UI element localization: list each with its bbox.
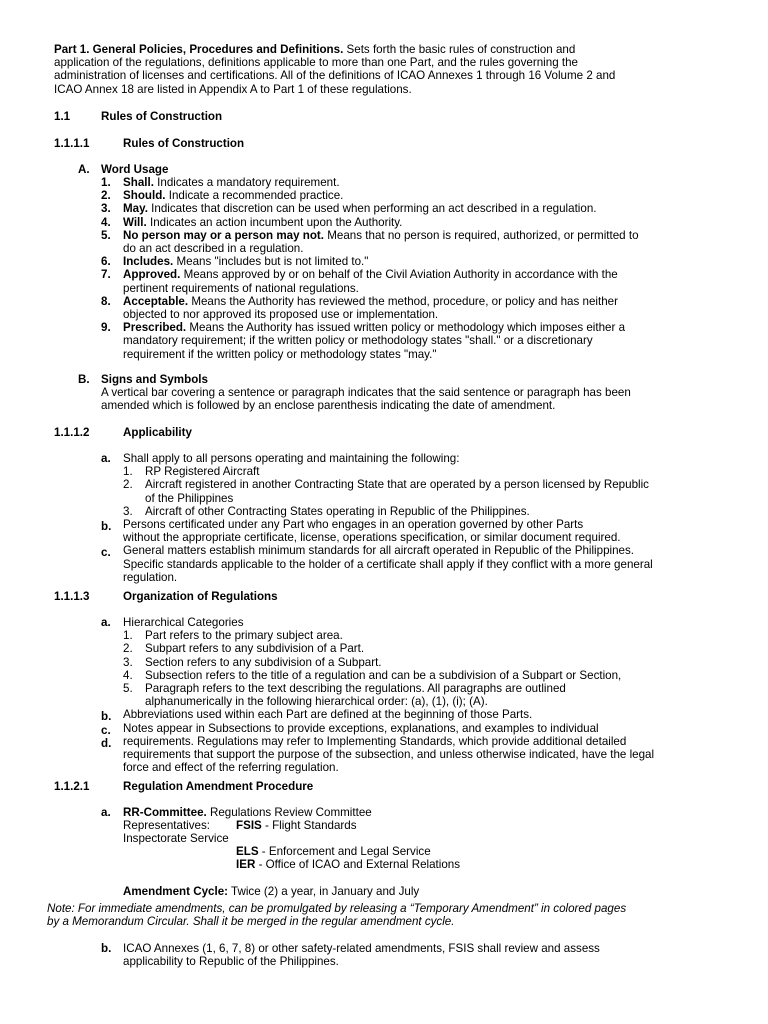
ier-line: IER - Office of ICAO and External Relations xyxy=(236,858,461,871)
amendment-b-mark: b. xyxy=(101,942,112,955)
organization-item-5: Paragraph refers to the text describing the regulations. All paragraphs are outlined xyxy=(145,682,566,696)
section-title-applicability: Applicability xyxy=(123,426,192,439)
section-number-1-1-2-1: 1.1.2.1 xyxy=(54,780,90,793)
word-item-8: 8. Acceptable. Means the Authority has reviewed the method, procedure, or policy and has neither objected to nor approved its proposed use or implementation. xyxy=(101,294,618,322)
word-item-7: 7. Approved. Means approved by or on behalf of the Civil Aviation Authority in accordance with the pertinent requirements of national regulations. xyxy=(101,268,618,295)
intro-line-3: administration of licenses and certifications. All of the definitions of ICAO Annexes 1 through 16 Volume 2 and xyxy=(54,69,616,83)
amendment-cycle: Amendment Cycle: Twice (2) a year, in January and July xyxy=(123,885,420,898)
intro-paragraph xyxy=(54,43,734,96)
word-item-1: 1. Shall. Indicates a mandatory requirement. xyxy=(101,176,340,189)
organization-item-3: Section refers to any subdivision of a Subpart. xyxy=(145,655,382,669)
els-line: ELS - Enforcement and Legal Service xyxy=(236,845,431,858)
part-heading: Part 1. General Policies, Procedures and Definitions. xyxy=(54,43,344,56)
word-usage-title: Word Usage xyxy=(101,163,169,176)
applicability-list: a. Shall apply to all persons operating and maintaining the following: 1. RP Registered Aircraft 2. Aircraft registered in another Contracting State that are operated by a person licensed by Republic of the Philippines 3. Aircraft of other Contracting States operating in Republic of the Philippines. b. Persons certificated under any Part who engages in an operation governed by other Parts without the appropriate certificate, license, operations specification, or similar document required. c. General matters establish minimum standards for all aircraft operated in Republic of the Philippines. Specific standards applicable to the holder of a certificate shall apply if they conflict with a more general regulation. xyxy=(101,452,653,584)
applicability-a-1: RP Registered Aircraft xyxy=(145,465,260,479)
amendment-a-mark: a. xyxy=(101,806,111,819)
applicability-c: General matters establish minimum standards for all aircraft operated in Republic of the Philippines. xyxy=(123,544,635,558)
organization-list: a. Hierarchical Categories 1. Part refers to the primary subject area. 2. Subpart refers to any subdivision of a Part. 3. Section refers to any subdivision of a Subpart. 4. Subsection refers to the title of a regulation and can be a subdivision of a Subpart or Section, 5. Paragraph refers to the text describing the regulations. All paragraphs are outlined alphanumerically in the following hierarchical order: (a), (1), (i); (A). b. Abbreviations used within each Part are defined at the beginning of those Parts. c. Notes appear in Subsections to provide exceptions, explanations, and examples to individual d. requirements. Regulations may refer to Implementing Standards, which provide additional detailed requirements that support the purpose of the subsection, and unless otherwise indicated, have the legal force and effect of the referring regulation. xyxy=(101,616,655,775)
signs-line-2: amended which is followed by an enclose parenthesis indicating the date of amendment. xyxy=(101,399,556,413)
signs-block xyxy=(101,373,741,413)
signs-letter: B. xyxy=(78,373,90,386)
section-number-1-1-1-2: 1.1.1.2 xyxy=(54,426,90,439)
organization-b: Abbreviations used within each Part are defined at the beginning of those Parts. xyxy=(123,708,533,722)
rr-committee: RR-Committee. Regulations Review Committee xyxy=(123,806,372,819)
amendment-b: ICAO Annexes (1, 6, 7, 8) or other safety-related amendments, FSIS shall review and assess applicability to Republic of the Philippines. xyxy=(123,942,600,969)
word-item-3: 3. May. Indicates that discretion can be used when performing an act described in a regulation. xyxy=(101,202,597,216)
word-usage-letter: A. xyxy=(78,163,90,176)
word-item-9: 9. Prescribed. Means the Authority has issued written policy or methodology which imposes either a mandatory requirement; if the written policy or methodology states "shall." or a discretionary requirement if the written policy or methodology states "may." xyxy=(101,321,626,361)
intro-line-1: Part 1. General Policies, Procedures and Definitions. Sets forth the basic rules of construction and xyxy=(54,43,576,56)
organization-a: Hierarchical Categories xyxy=(123,616,244,629)
fsis-line: FSIS - Flight Standards xyxy=(236,819,357,832)
intro-line-2: application of the regulations, definitions applicable to more than one Part, and the rules governing the xyxy=(54,56,578,70)
applicability-a-2: Aircraft registered in another Contracting State that are operated by a person licensed by Republic xyxy=(145,478,649,492)
organization-item-4: Subsection refers to the title of a regulation and can be a subdivision of a Subpart or Section, xyxy=(145,668,622,682)
applicability-a-3: Aircraft of other Contracting States operating in Republic of the Philippines. xyxy=(145,504,530,518)
word-item-2: 2. Should. Indicate a recommended practice. xyxy=(101,189,344,203)
organization-c: Notes appear in Subsections to provide exceptions, explanations, and examples to individual xyxy=(123,721,599,735)
word-item-4: 4. Will. Indicates an action incumbent upon the Authority. xyxy=(101,215,403,229)
applicability-b: Persons certificated under any Part who engages in an operation governed by other Parts xyxy=(123,518,584,532)
amendment-note: Note: For immediate amendments, can be promulgated by releasing a “Temporary Amendment” in colored pages by a Memorandum Circular. Shall it be merged in the regular amendment cycle. xyxy=(47,902,627,929)
section-title-amendment: Regulation Amendment Procedure xyxy=(123,780,314,793)
representatives-label: Representatives: xyxy=(123,819,210,832)
intro-line-4: ICAO Annex 18 are listed in Appendix A to Part 1 of these regulations. xyxy=(54,82,412,96)
applicability-a: Shall apply to all persons operating and maintaining the following: xyxy=(123,452,460,465)
organization-item-1: Part refers to the primary subject area. xyxy=(145,629,343,643)
section-number-1-1-1-3: 1.1.1.3 xyxy=(54,590,90,603)
word-item-6: 6. Includes. Means "includes but is not limited to." xyxy=(101,255,369,269)
inspectorate-service: Inspectorate Service xyxy=(123,832,229,845)
section-number-1-1-1-1: 1.1.1.1 xyxy=(54,137,90,150)
organization-d: requirements. Regulations may refer to Implementing Standards, which provide additional detailed xyxy=(123,734,627,748)
signs-line-1: A vertical bar covering a sentence or paragraph indicates that the said sentence or paragraph has been xyxy=(101,386,631,400)
organization-item-2: Subpart refers to any subdivision of a Part. xyxy=(145,642,365,656)
section-title-organization: Organization of Regulations xyxy=(123,590,278,603)
section-title-1-1-1-1: Rules of Construction xyxy=(123,137,245,150)
word-usage-list xyxy=(101,176,741,361)
section-title-1-1: Rules of Construction xyxy=(101,110,223,123)
signs-title: Signs and Symbols xyxy=(101,373,208,386)
section-number-1-1: 1.1 xyxy=(54,110,71,123)
word-item-5: 5. No person may or a person may not. Means that no person is required, authorized, or permitted to do an act described in a regulation. xyxy=(101,228,639,256)
